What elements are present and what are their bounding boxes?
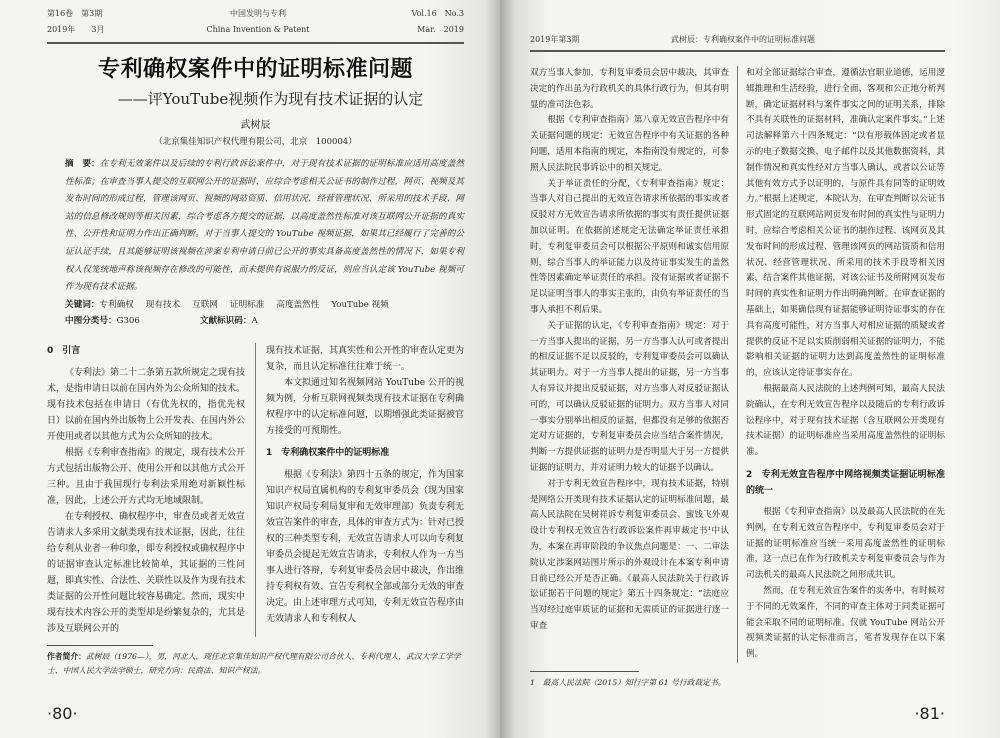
paragraph: 根据《专利审查指南》的规定，现有技术公开方式包括出版物公开、使用公开和以其他方式公开三种。且由于我国现行专利法采用绝对新颖性标准，因此，上述公开方式均无地域限制。	[47, 447, 246, 506]
paragraph: 关于举证责任的分配，《专利审查指南》规定：当事人对自己提出的无效宣告请求所依据的事实或者反驳对方无效宣告请求所依据的事实有责任提供证据加以证明。在依据前述规定无法确定举证责任承担时，专利复审委员会可以根据公平原则和诚实信用原则，综合当事人的举证能力以及待证事实发生的盖然性等因素确定举证责任的承担。没有证据或者证据不足以证明当事人的事实主张的，由负有举证责任的当事人承担不利后果。	[530, 178, 729, 315]
paragraph: 双方当事人参加，专利复审委员会居中裁决，其审查决定的作出虽为行政机关的具体行政行为，但其有明显的准司法色彩。	[530, 68, 729, 110]
article-subtitle: ——评YouTube视频作为现有技术证据的认定	[117, 90, 424, 108]
classification-label: 中图分类号：	[65, 315, 117, 326]
paragraph: 和对全部证据综合审查，遵循法官职业道德，运用逻辑推理和生活经验，进行全面、客观和公正地分析判断，确定证据材料与案件事实之间的证明关系，排除不具有关联性的证据材料，准确认定案件事实。”上述司法解释第六十四条规定：“以有形载体固定或者显示的电子数据交换、电子邮件以及其他数据资料，其制作情况和真实性经对方当事人确认，或者以公证等其他有效方式予以证明的，与原件具有同等的证明效力。”根据上述规定，本院认为，在审查判断以公证书形式固定的互联网站网页发布时间的真实性与证明力时，应综合考虑相关公证书的制作过程、该网页及其发布时间的形成过程、管理该网页的网站资质和信用状况、经营管理状况、所采用的技术手段等相关因素，结合案件其他证据，对该公证书及所附网页发布时间的真实性和证明力作出明确判断。在审查证据的基础上，如果确信现有证据能够证明待证事实的存在具有高度可能性，对方当事人对相应证据的质疑或者提供的反证不足以实质削弱相关证据的证明力，不能影响相关证据的证明力达到高度盖然性的证明标准的，应该认定待证事实存在。	[746, 68, 945, 379]
keywords-label: 关键词：	[65, 299, 100, 310]
column-divider	[255, 343, 256, 637]
doc-code-value: A	[251, 315, 258, 326]
right-page	[500, 0, 1000, 738]
left-page-column-2	[266, 343, 464, 637]
header-running-title: 武树辰：专利确权案件中的证明标准问题	[671, 35, 815, 44]
header-right	[412, 6, 464, 38]
right-page-column-1	[530, 66, 729, 663]
left-page-column-1	[47, 343, 245, 637]
author-bio-label: 作者简介：	[47, 651, 86, 661]
header-rule	[530, 50, 945, 52]
header-date-en: Mar. 2019	[417, 25, 464, 34]
classification-row	[65, 313, 464, 329]
classification-number	[65, 313, 140, 329]
paragraph: 对于专利无效宣告程序中，现有技术证据，特别是网络公开类现有技术证据认定的证明标准问题，最高人民法院在吴树祥诉专利复审委员会、蜜饯飞外观设计专利权无效宣告行政诉讼案件再审裁定书¹中认为，本案在再审阶段的争议焦点问题是：一、二审法院认定涉案网站图片所示的外观设计在本案专利申请日前已经公开是否正确。《最高人民法院关于行政诉讼证据若干问题的规定》第五十四条规定：“法庭应当对经过庭审质证的证据和无需质证的证据进行逐一审查	[530, 478, 729, 631]
abstract	[65, 156, 464, 297]
header-issue: 2019年第3期	[530, 35, 580, 44]
paragraph: 根据《专利法》第四十五条的规定，作为国家知识产权局直属机构的专利复审委员会（现为国家知识产权局专利局复审和无效审理部）负责专利无效宣告案件的审查，具体的审查方式为：针对已授权的三种类型专利，无效宣告请求人可以向专利复审委员会提起无效宣告请求，专利权人作为一方当事人进行答辩，专利复审委员会居中裁决，作出维持专利权有效、宣告专利权全部或部分无效的审查决定。由上述审理方式可知，专利无效宣告程序由无效请求人和专利权人	[266, 469, 465, 624]
keyword: 高度盖然性	[276, 299, 320, 310]
doc-code-label: 文献标识码：	[199, 315, 252, 326]
right-page-column-2	[746, 66, 945, 663]
spacer	[530, 690, 945, 704]
page-number: ·80·	[47, 703, 78, 723]
running-header	[530, 32, 945, 48]
spacer	[47, 678, 464, 704]
keyword: 专利确权	[99, 299, 134, 310]
header-vol-en: Vol.16 No.3	[411, 9, 464, 18]
article-title: 专利确权案件中的证明标准问题	[97, 56, 413, 82]
keyword: 证明标准	[229, 299, 265, 310]
header-rule	[47, 42, 464, 44]
keyword: 现有技术	[145, 299, 181, 310]
abstract-label: 摘 要：	[65, 159, 100, 169]
footnote: 1 最高人民法院（2015）知行字第 61 号行政裁定书。	[530, 677, 726, 687]
section-heading: 1 专利确权案件中的证明标准	[266, 447, 390, 458]
section-heading: 0 引言	[47, 345, 81, 356]
left-page-body	[47, 343, 464, 637]
author-bio-text: 武树辰（1976—），男，河北人，现任北京集佳知识产权代理有限公司合伙人、专利代理人，武汉大学工学学士、中国人民大学法学硕士，研究方向：民商法、知识产权法。	[47, 651, 461, 675]
footnote-rule	[47, 645, 153, 646]
paragraph: 本文拟通过知名视频网站 YouTube 公开的视频为例，分析互联网视频类现有技术证据在专利确权程序中的认定标准问题，以期增强此类证据被官方接受的可预期性。	[266, 377, 465, 436]
page-number: ·81·	[914, 703, 945, 723]
paragraph: 关于证据的认定，《专利审查指南》规定：对于一方当事人提出的证据，另一方当事人认可或者提出的相反证据不足以反驳的，专利复审委员会可以确认其证明力。对于一方当事人提出的证据，另一方当事人有异议并提出反驳证据，对方当事人对反驳证据认可的，可以确认反驳证据的证明力。双方当事人对同一事实分别举出相反的证据，但都没有足够的依据否定对方证据的，专利复审委员会应当结合案件情况，判断一方提供证据的证明力是否明显大于另一方提供证据的证明力，并对证明力较大的证据予以确认。	[530, 320, 729, 473]
header-year-month: 2019年 3月	[47, 25, 105, 34]
footnote-rule	[530, 671, 639, 672]
classification-value: G306	[116, 315, 140, 326]
header-center	[206, 6, 309, 38]
right-page-body	[530, 66, 945, 663]
header-journal-en: China Invention & Patent	[206, 25, 310, 34]
header-volume-issue: 第16卷 第3期	[47, 9, 103, 18]
abstract-text: 在专利无效案件以及后续的专利行政诉讼案件中，对于现有技术证据的证明标准应适用高度盖然性标准；在审查当事人提交的互联网公开的证据时，应综合考虑相关公证书的制作过程，网页、视频及其发布时间的形成过程，管理该网页、视频的网站资质、信用状况、经营管理状况、所采用的技术手段、网站的信息修改规则等相关因素，综合考虑各方提交的证据，以高度盖然性标准对该互联网公开证据的真实性、公开性和证明力作出正确判断。对于当事人提交的 YouTube 视频证据，如果其已经履行了完善的公证认证手续，且其能够证明该视频在涉案专利申请日前已公开的事实具备高度盖然性的情况下，如果专利权人仅笼统地声称该视频存在修改的可能性，而未提供有说服力的反证，则应当认定该 YouTube 视频可作为现有技术证据。	[65, 159, 464, 293]
keywords-list	[99, 300, 400, 310]
document-code	[200, 313, 258, 329]
paragraph: 在专利授权、确权程序中，审查员或者无效宣告请求人多采用文献类现有技术证据，因此，往往给专利从业者一种印象，即专利授权或确权程序中的证据审查认定标准比较简单，其证据的三性问题，即真实性、合法性、关联性以及作为现有技术类证据的公开性问题比较容易确定。然而，现实中现有技术内容公开的类型却是纷繁复杂的，尤其是涉及互联网公开的	[47, 511, 246, 634]
header-journal-cn: 中国发明与专利	[229, 9, 286, 18]
author-bio	[47, 650, 464, 678]
section-heading: 2 专利无效宣告程序中网络视频类证据证明标准的统一	[746, 469, 945, 496]
column-divider	[737, 66, 738, 663]
paragraph: 然而，在专利无效宣告案件的实务中，有时候对于不同的无效案件，不同的审查主体对于同类证据可能会采取不同的证明标准。仅就 YouTube 网站公开视频类证据的认定标准而言，笔者发现存在以下案例。	[746, 585, 945, 660]
keyword: 互联网	[192, 299, 218, 310]
author-affiliation: （北京集佳知识产权代理有限公司，北京 100004）	[154, 137, 357, 147]
paragraph: 根据《专利审查指南》第八章无效宣告程序中有关证据问题的规定：无效宣告程序中有关证据的各种问题，适用本指南的规定，本指南没有规定的，可参照人民法院民事诉讼中的相关规定。	[530, 115, 729, 173]
running-header	[47, 6, 464, 38]
paragraph: 现有技术证据，其真实性和公开性的审查认定更为复杂，而且认定标准往往难于统一。	[266, 345, 465, 372]
keywords	[65, 297, 464, 313]
author-name: 武树辰	[240, 120, 271, 131]
header-left	[47, 6, 104, 38]
paragraph: 根据《专利审查指南》以及最高人民法院的在先判例，在专利无效宣告程序中，专利复审委员会对于证据的证明标准应当统一采用高度盖然性的证明标准，这一点已在作为行政机关专利复审委员会与作为司法机关的最高人民法院之间形成共识。	[746, 506, 945, 581]
paragraph: 《专利法》第二十二条第五款所规定之现有技术，是指申请日以前在国内外为公众所知的技术。现有技术包括在申请日（有优先权的，指优先权日）以前在国内外出版物上公开发表、在国内外公开使用或者以其他方式为公众所知的技术。	[47, 367, 246, 442]
keyword: YouTube 视频	[331, 299, 389, 310]
paragraph: 根据最高人民法院的上述判例可知，最高人民法院确认，在专利无效宣告程序以及随后的专利行政诉讼程序中，对于现有技术证据（含互联网公开类现有技术证据）的证明标准应当采用高度盖然性的证明标准。	[746, 383, 945, 458]
